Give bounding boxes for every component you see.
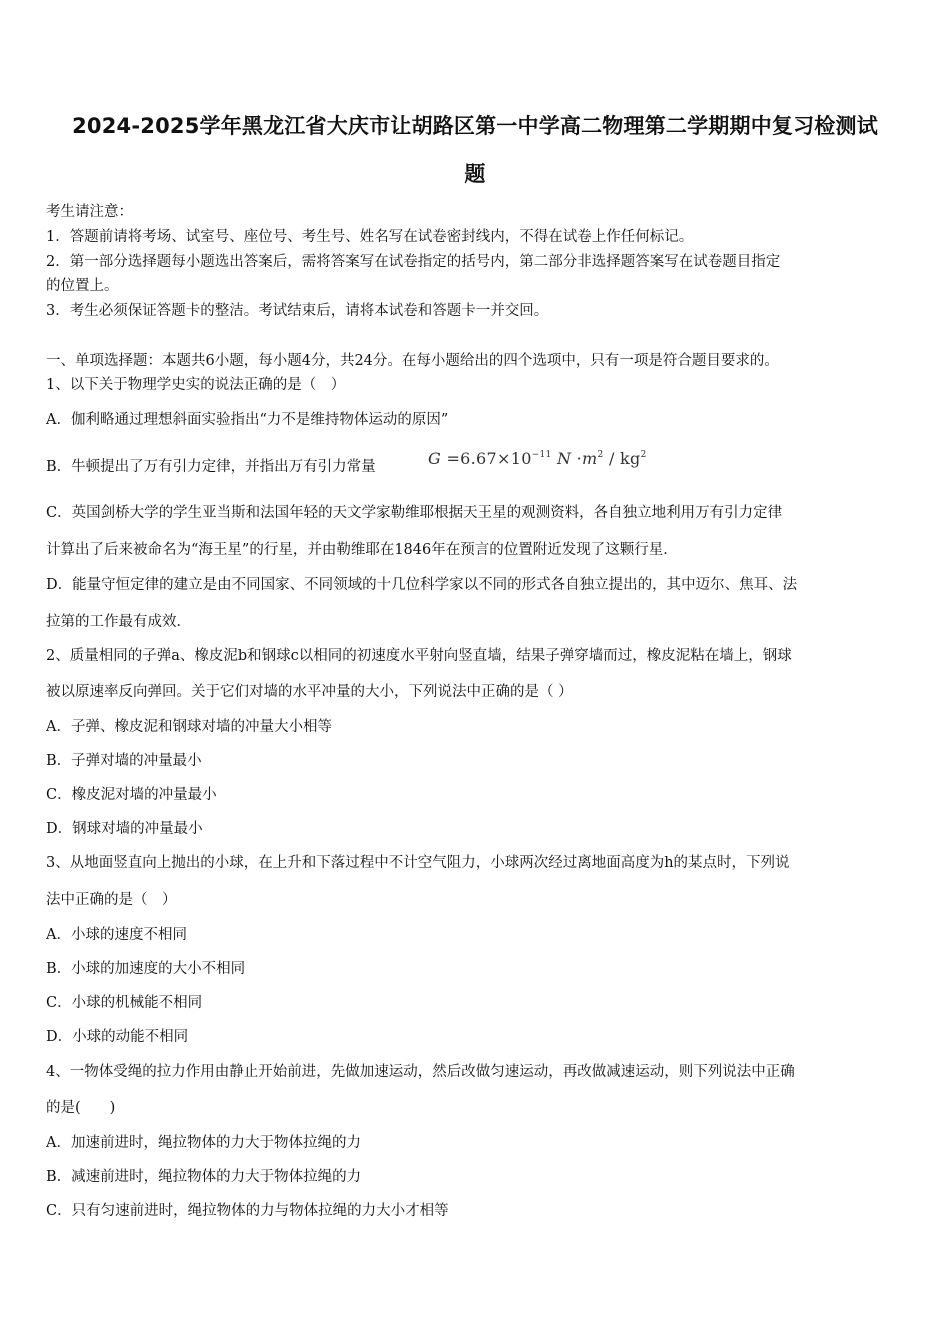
q3-option-b: B．小球的加速度的大小不相同 [46,961,246,977]
notice-item: 2．第一部分选择题每小题选出答案后，需将答案写在试卷指定的括号内，第二部分非选择题答案写在试卷题目指定 [46,254,781,270]
q4-stem-cont: 的是( ) [46,1100,116,1116]
q4-option-b: B．减速前进时，绳拉物体的力大于物体拉绳的力 [46,1169,362,1185]
notice-heading: 考生请注意： [46,204,133,220]
notice-item: 1．答题前请将考场、试室号、座位号、考生号、姓名写在试卷密封线内，不得在试卷上作任何标记。 [46,229,694,245]
q2-option-c: C．橡皮泥对墙的冲量最小 [46,787,217,803]
gravitational-constant-formula: $G =6.67\times 10^{-11}$ $N \cdot m^2 / kg^2$ [428,449,647,468]
q4-option-a: A．加速前进时，绳拉物体的力大于物体拉绳的力 [46,1135,361,1151]
q1-option-c: C．英国剑桥大学的学生亚当斯和法国年轻的天文学家勒维耶根据天王星的观测资料，各自独立地利用万有引力定律 [46,505,783,521]
q3-option-c: C．小球的机械能不相同 [46,995,203,1011]
q2-option-d: D．钢球对墙的冲量最小 [46,821,203,837]
page-title-line1: 2024-2025学年黑龙江省大庆市让胡路区第一中学高二物理第二学期期中复习检测试 [72,114,878,138]
q2-option-a: A．子弹、橡皮泥和钢球对墙的冲量大小相等 [46,719,332,735]
q3-option-a: A．小球的速度不相同 [46,927,187,943]
notice-item: 3．考生必须保证答题卡的整洁。考试结束后，请将本试卷和答题卡一并交回。 [46,303,549,319]
q4-stem: 4、一物体受绳的拉力作用由静止开始前进，先做加速运动，然后改做匀速运动，再改做减速运动，则下列说法中正确 [46,1064,795,1080]
notice-item: 的位置上。 [46,278,119,294]
q1-option-d-cont: 拉第的工作最有成效． [46,614,191,630]
q1-option-d: D．能量守恒定律的建立是由不同国家、不同领域的十几位科学家以不同的形式各自独立提出的，其中迈尔、焦耳、法 [46,577,798,593]
section-heading: 一、单项选择题：本题共6小题，每小题4分，共24分。在每小题给出的四个选项中，只有一项是符合题目要求的。 [46,353,779,369]
q1-option-a: A．伽利略通过理想斜面实验指出“力不是维持物体运动的原因” [46,412,449,428]
q3-option-d: D．小球的动能不相同 [46,1029,189,1045]
q3-stem-cont: 法中正确的是（ ） [46,892,177,908]
page-title-line2: 题 [464,162,486,186]
q3-stem: 3、从地面竖直向上抛出的小球，在上升和下落过程中不计空气阻力，小球两次经过离地面高度为h的某点时，下列说 [46,855,790,871]
q2-stem-cont: 被以原速率反向弹回。关于它们对墙的水平冲量的大小，下列说法中正确的是（ ） [46,684,573,700]
q2-option-b: B．子弹对墙的冲量最小 [46,753,202,769]
q2-stem: 2、质量相同的子弹a、橡皮泥b和钢球c以相同的初速度水平射向竖直墙，结果子弹穿墙而过，橡皮泥粘在墙上，钢球 [46,648,792,664]
q1-option-c-cont: 计算出了后来被命名为“海王星”的行星，并由勒维耶在1846年在预言的位置附近发现了这颗行星． [46,542,678,558]
q1-stem: 1、以下关于物理学史实的说法正确的是（ ） [46,377,346,393]
q1-option-b: B．牛顿提出了万有引力定律，并指出万有引力常量 [46,459,376,475]
q4-option-c: C．只有匀速前进时，绳拉物体的力与物体拉绳的力大小才相等 [46,1203,449,1219]
